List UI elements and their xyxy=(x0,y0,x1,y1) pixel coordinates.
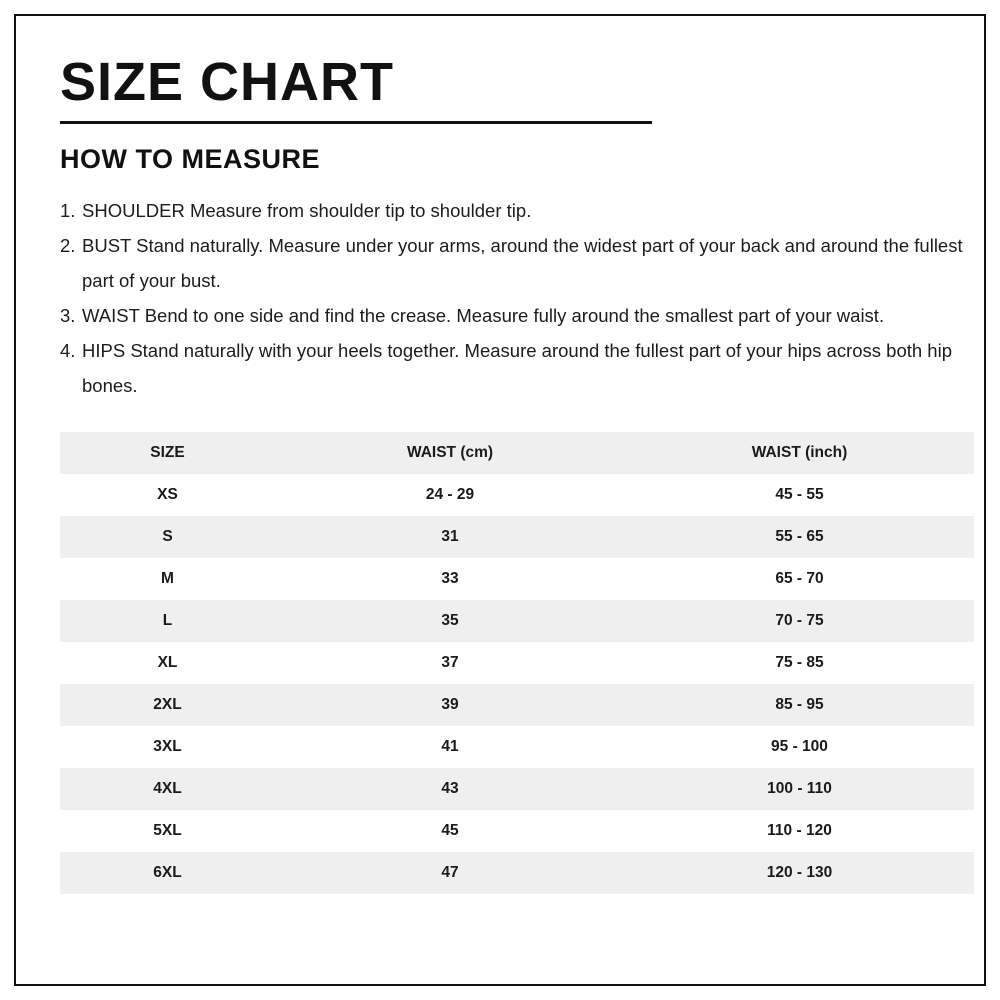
section-heading-how-to-measure: HOW TO MEASURE xyxy=(60,143,321,174)
cell-size: 6XL xyxy=(153,863,182,881)
cell-waist-cm: 47 xyxy=(441,863,459,881)
title-divider xyxy=(60,121,652,124)
cell-waist-inch: 65 - 70 xyxy=(775,569,824,587)
cell-waist-inch: 110 - 120 xyxy=(767,821,832,839)
cell-waist-cm: 31 xyxy=(441,527,459,545)
list-item-text: WAIST Bend to one side and find the crease. Measure fully around the smallest part of your waist. xyxy=(82,305,885,327)
cell-size: 2XL xyxy=(153,695,182,713)
cell-size: XL xyxy=(157,653,178,671)
page-title: SIZE CHART xyxy=(60,52,394,112)
column-header-waist-cm: WAIST (cm) xyxy=(406,443,494,461)
table-row xyxy=(60,642,974,684)
cell-waist-inch: 95 - 100 xyxy=(771,737,828,755)
table-row xyxy=(60,852,974,894)
cell-waist-inch: 55 - 65 xyxy=(775,527,824,545)
page-border xyxy=(14,14,986,986)
measure-instructions-list xyxy=(60,193,974,404)
column-header-waist-inch: WAIST (inch) xyxy=(751,443,848,461)
table-row xyxy=(60,810,974,852)
list-item-number: 1. xyxy=(60,199,76,221)
cell-waist-inch: 85 - 95 xyxy=(775,695,824,713)
column-header-size: SIZE xyxy=(150,443,185,461)
cell-waist-cm: 39 xyxy=(441,695,459,713)
cell-waist-inch: 45 - 55 xyxy=(775,485,824,503)
cell-waist-inch: 100 - 110 xyxy=(767,779,832,797)
document-content xyxy=(60,54,974,894)
cell-waist-cm: 35 xyxy=(441,611,459,629)
cell-size: S xyxy=(162,527,173,545)
list-item xyxy=(60,298,974,333)
cell-waist-inch: 70 - 75 xyxy=(775,611,824,629)
list-item xyxy=(60,333,974,403)
cell-waist-cm: 41 xyxy=(441,737,459,755)
list-item-text: HIPS Stand naturally with your heels together. Measure around the fullest part of your hips across both hip bones. xyxy=(82,340,952,397)
table-row xyxy=(60,474,974,516)
cell-waist-inch: 120 - 130 xyxy=(766,863,833,881)
list-item-number: 4. xyxy=(60,340,76,362)
cell-waist-cm: 37 xyxy=(441,653,459,671)
cell-waist-cm: 43 xyxy=(441,779,459,797)
list-item-number: 2. xyxy=(60,234,76,256)
list-item xyxy=(60,193,974,228)
list-item-text: BUST Stand naturally. Measure under your arms, around the widest part of your back and around the fullest part of your bust. xyxy=(82,234,963,291)
cell-size: 4XL xyxy=(153,779,182,797)
cell-size: 5XL xyxy=(153,821,182,839)
size-chart-table xyxy=(60,432,974,894)
cell-waist-inch: 75 - 85 xyxy=(775,653,824,671)
list-item-number: 3. xyxy=(60,305,76,327)
table-header-row xyxy=(60,432,974,474)
cell-size: M xyxy=(161,569,174,587)
table-row xyxy=(60,516,974,558)
table-row xyxy=(60,558,974,600)
cell-size: 3XL xyxy=(153,737,182,755)
table-header xyxy=(60,432,974,474)
cell-waist-cm: 45 xyxy=(441,821,459,839)
table-row xyxy=(60,726,974,768)
table-row xyxy=(60,600,974,642)
cell-size: XS xyxy=(157,485,178,503)
cell-waist-cm: 33 xyxy=(441,569,459,587)
cell-waist-cm: 24 - 29 xyxy=(425,485,475,503)
table-row xyxy=(60,684,974,726)
table-body xyxy=(60,474,974,894)
cell-size: L xyxy=(162,611,173,629)
table-row xyxy=(60,768,974,810)
list-item-text: SHOULDER Measure from shoulder tip to shoulder tip. xyxy=(82,199,532,221)
list-item xyxy=(60,228,974,298)
